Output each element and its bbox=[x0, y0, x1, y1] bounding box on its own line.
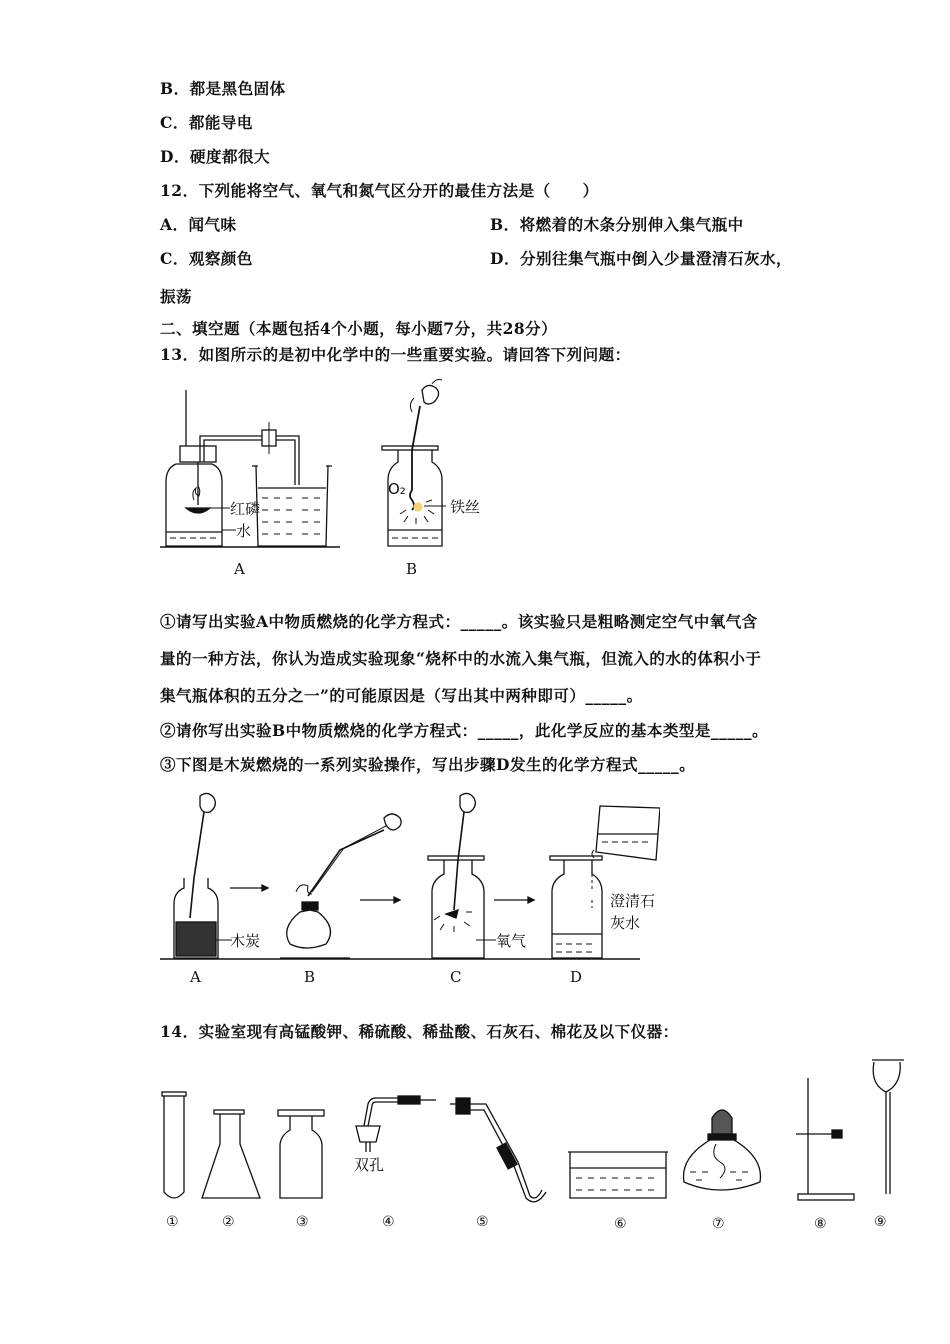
test-tube bbox=[162, 1092, 186, 1198]
alcohol-lamp bbox=[684, 1110, 761, 1190]
iron-wire-apparatus bbox=[382, 380, 446, 547]
long-neck-funnel bbox=[872, 1060, 904, 1194]
step-c-caption: C bbox=[450, 968, 462, 986]
apparatus-number-2: ② bbox=[222, 1214, 235, 1230]
q12-option-d-continued: 振荡 bbox=[160, 287, 193, 306]
apparatus-number-1: ① bbox=[166, 1214, 179, 1230]
water-label: 水 bbox=[236, 522, 252, 540]
iron-wire-label: 铁丝 bbox=[450, 498, 481, 516]
q14-stem: 14．实验室现有高锰酸钾、稀硫酸、稀盐酸、石灰石、棉花及以下仪器： bbox=[160, 1022, 679, 1041]
apparatus-number-4: ④ bbox=[382, 1214, 395, 1230]
q11-option-b: B．都是黑色固体 bbox=[160, 79, 286, 98]
q12-stem: 12．下列能将空气、氧气和氮气区分开的最佳方法是（ ） bbox=[160, 181, 599, 200]
step-c-oxygen-bottle bbox=[428, 793, 496, 958]
apparatus-number-3: ③ bbox=[296, 1214, 309, 1230]
red-phosphorus-label: 红磷 bbox=[230, 500, 261, 518]
figure-b-caption: B bbox=[406, 560, 418, 578]
step-b-caption: B bbox=[304, 968, 316, 986]
q11-option-d: D．硬度都很大 bbox=[160, 147, 270, 166]
apparatus-number-9: ⑨ bbox=[874, 1214, 887, 1230]
step-b-alcohol-lamp bbox=[280, 814, 401, 958]
o2-label: O₂ bbox=[388, 480, 406, 498]
q13-figure-2 bbox=[160, 788, 660, 993]
q13-figure-1 bbox=[150, 370, 510, 585]
q13-part1-line2: 量的一种方法，你认为造成实验现象“烧杯中的水流入集气瓶，但流入的水的体积小于 bbox=[160, 649, 762, 668]
charcoal-label: 木炭 bbox=[230, 932, 261, 950]
apparatus-number-6: ⑥ bbox=[614, 1216, 627, 1232]
iron-stand bbox=[796, 1078, 854, 1200]
apparatus-number-8: ⑧ bbox=[814, 1216, 827, 1232]
q11-option-c: C．都能导电 bbox=[160, 113, 253, 132]
q13-part3: ③下图是木炭燃烧的一系列实验操作，写出步骤D发生的化学方程式_____。 bbox=[160, 755, 696, 774]
q12-option-b: B．将燃着的木条分别伸入集气瓶中 bbox=[490, 215, 744, 234]
q14-apparatus-figure bbox=[150, 1048, 920, 1238]
q12-option-c: C．观察颜色 bbox=[160, 249, 253, 268]
limewater-label-1: 澄清石 bbox=[610, 892, 656, 910]
double-hole-stopper bbox=[356, 1096, 436, 1152]
apparatus-number-5: ⑤ bbox=[476, 1214, 489, 1230]
conical-flask bbox=[202, 1110, 260, 1198]
water-trough bbox=[568, 1152, 668, 1198]
limewater-label-2: 灰水 bbox=[610, 914, 641, 932]
bent-tube-stopper bbox=[450, 1098, 546, 1202]
q13-part1-line3: 集气瓶体积的五分之一”的可能原因是（写出其中两种即可）_____。 bbox=[160, 686, 643, 705]
q12-option-a: A．闻气味 bbox=[160, 215, 237, 234]
double-hole-label: 双孔 bbox=[354, 1156, 385, 1174]
q13-stem: 13．如图所示的是初中化学中的一些重要实验。请回答下列问题： bbox=[160, 345, 631, 364]
step-d-caption: D bbox=[570, 968, 583, 986]
section-heading: 二、填空题（本题包括4个小题，每小题7分，共28分） bbox=[160, 319, 558, 338]
gas-jar bbox=[278, 1110, 324, 1198]
q12-option-d: D．分别往集气瓶中倒入少量澄清石灰水， bbox=[490, 249, 792, 268]
step-a-charcoal-bottle bbox=[174, 793, 232, 958]
q13-part2: ②请你写出实验B中物质燃烧的化学方程式：_____，此化学反应的基本类型是_____。 bbox=[160, 721, 769, 740]
oxygen-label: 氧气 bbox=[496, 932, 527, 950]
step-a-caption: A bbox=[190, 968, 201, 986]
figure-a-caption: A bbox=[234, 560, 245, 578]
q13-part1-line1: ①请写出实验A中物质燃烧的化学方程式：_____。该实验只是粗略测定空气中氧气含 bbox=[160, 612, 758, 631]
step-d-limewater-bottle bbox=[550, 806, 660, 958]
apparatus-number-7: ⑦ bbox=[712, 1216, 725, 1232]
